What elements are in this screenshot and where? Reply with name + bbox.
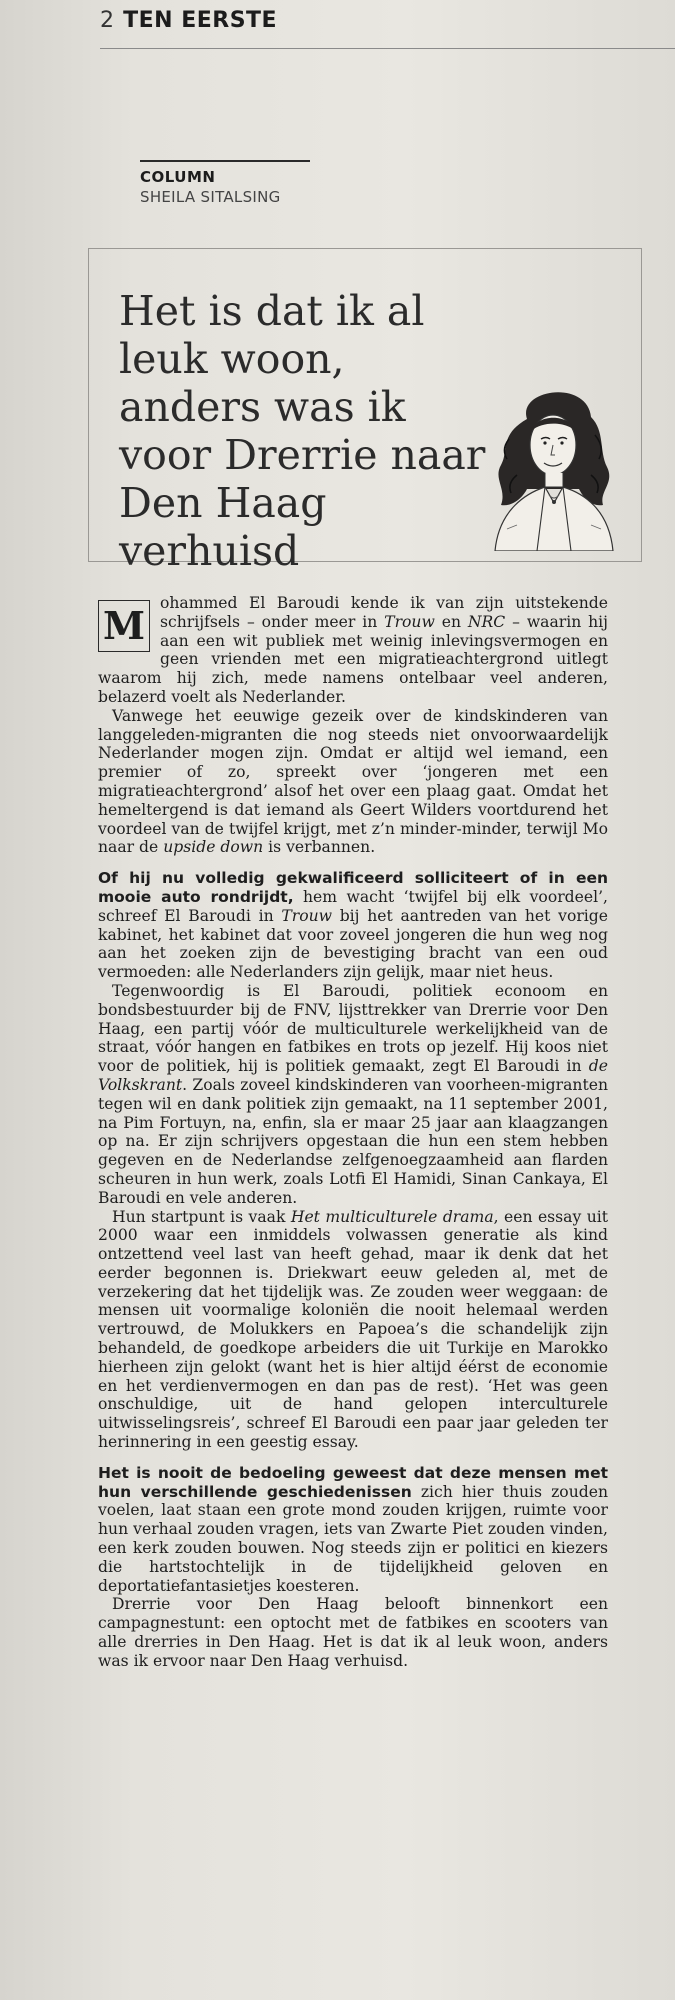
paragraph-7: Drerrie voor Den Haag belooft binnenkort een campagnestunt: een optocht met de fatbikes en scooters van alle drerries in Den Haag. Het is dat ik al leuk woon, anders was ik ervoor naar Den Haag verhuisd.: [98, 1595, 608, 1670]
headline: Het is dat ik al leuk woon, anders was ik voor Drerrie naar Den Haag verhuisd: [119, 287, 486, 575]
author-portrait-icon: [487, 379, 617, 551]
paragraph-5: Hun startpunt is vaak Het multiculturele drama, een essay uit 2000 waar een inmiddels volwassen generatie als kind ontzettend veel last van heeft gehad, maar ik denk dat het eerder begonnen is. Driekwart eeuw geleden al, met de verzekering dat het tijdelijk was. Ze zouden weer weggaan: de mensen uit voormalige koloniën die nooit helemaal werden vertrouwd, de Molukkers en Papoea’s die schandelijk zijn behandeld, de goedkope arbeiders die uit Turkije en Marokko hierheen zijn gelokt (want het is hier altijd éérst de economie en het verdienvermogen en dan pas de rest). ‘Het was geen onschuldige, uit de hand gelopen interculturele uitwisselingsreis’, schreef El Baroudi een paar jaar geleden ter herinnering in een geestig essay.: [98, 1207, 608, 1452]
paragraph-3: Of hij nu volledig gekwalificeerd solliciteert of in een mooie auto rondrijdt, hem wacht ‘twijfel bij elk voordeel’, schreef El Baroudi in Trouw bij het aantreden van het vorige kabinet, het kabinet dat voor zoveel jongeren die hun weg nog aan het zoeken zijn de bevestiging bracht van een oud vermoeden: alle Nederlanders zijn gelijk, maar niet heus.: [98, 869, 608, 982]
paragraph-4: Tegenwoordig is El Baroudi, politiek econoom en bondsbestuurder bij de FNV, lijsttrekker van Drerrie voor Den Haag, een partij vóór de multiculturele werkelijkheid van de straat, vóór hangen en fatbikes en trots op jezelf. Hij koos niet voor de politiek, hij is politiek gemaakt, zegt El Baroudi in de Volkskrant. Zoals zoveel kindskinderen van voorheen-migranten tegen wil en dank politiek zijn gemaakt, na 11 september 2001, na Pim Fortuyn, na, enfin, sla er maar 25 jaar aan klaagzangen op na. Er zijn schrijvers opgestaan die hun een stem hebben gegeven en de Nederlandse zelfgenoegzaamheid aan flarden scheuren in hun werk, zoals Lotfi El Hamidi, Sinan Cankaya, El Baroudi en vele anderen.: [98, 981, 608, 1207]
headline-box: [88, 248, 642, 575]
column-label: COLUMN: [140, 168, 216, 186]
column-header: [140, 160, 640, 206]
column-author: SHEILA SITALSING: [140, 188, 281, 206]
lead-in: Het is nooit de bedoeling geweest dat deze mensen met hun verschillende geschiedenissen: [98, 1463, 608, 1501]
paragraph-2: Vanwege het eeuwige gezeik over de kindskinderen van langgeleden-migranten die nog steeds niet onvoorwaardelijk Nederlander mogen zijn. Omdat er altijd wel iemand, een premier of zo, spreekt over ‘jongeren met een migratieachtergrond’ alsof het over een plaag gaat. Omdat het hemeltergend is dat iemand als Geert Wilders voortdurend het voordeel van de twijfel krijgt, met z’n minder-minder, terwijl Mo naar de upside down is verbannen.: [98, 706, 608, 857]
paragraph-1: M ohammed El Baroudi kende ik van zijn uitstekende schrijfsels – onder meer in Trouw en NRC – waarin hij aan een wit publiek met weinig inlevingsvermogen en geen vrienden met een migratieachtergrond uitlegt waarom hij zich, mede namens ontelbaar veel anderen, belazerd voelt als Nederlander.: [98, 594, 609, 706]
drop-cap: M: [98, 600, 150, 652]
article-body: [98, 594, 608, 1671]
column-rule: [140, 160, 310, 162]
lead-in: Of hij nu volledig gekwalificeerd solliciteert of in een mooie auto rondrijdt,: [98, 869, 608, 906]
page-number: 2: [100, 8, 114, 33]
page-header: [100, 8, 675, 49]
section-title: TEN EERSTE: [123, 8, 278, 33]
paragraph-6: Het is nooit de bedoeling geweest dat deze mensen met hun verschillende geschiedenissen zich hier thuis zouden voelen, laat staan een grote mond zouden krijgen, ruimte voor hun verhaal zouden vragen, iets van Zwarte Piet zouden vinden, een kerk zouden bouwen. Nog steeds zijn er politici en kiezers die hartstochtelijk in de tijdelijkheid geloven en deportatiefantasietjes koesteren.: [98, 1463, 608, 1595]
